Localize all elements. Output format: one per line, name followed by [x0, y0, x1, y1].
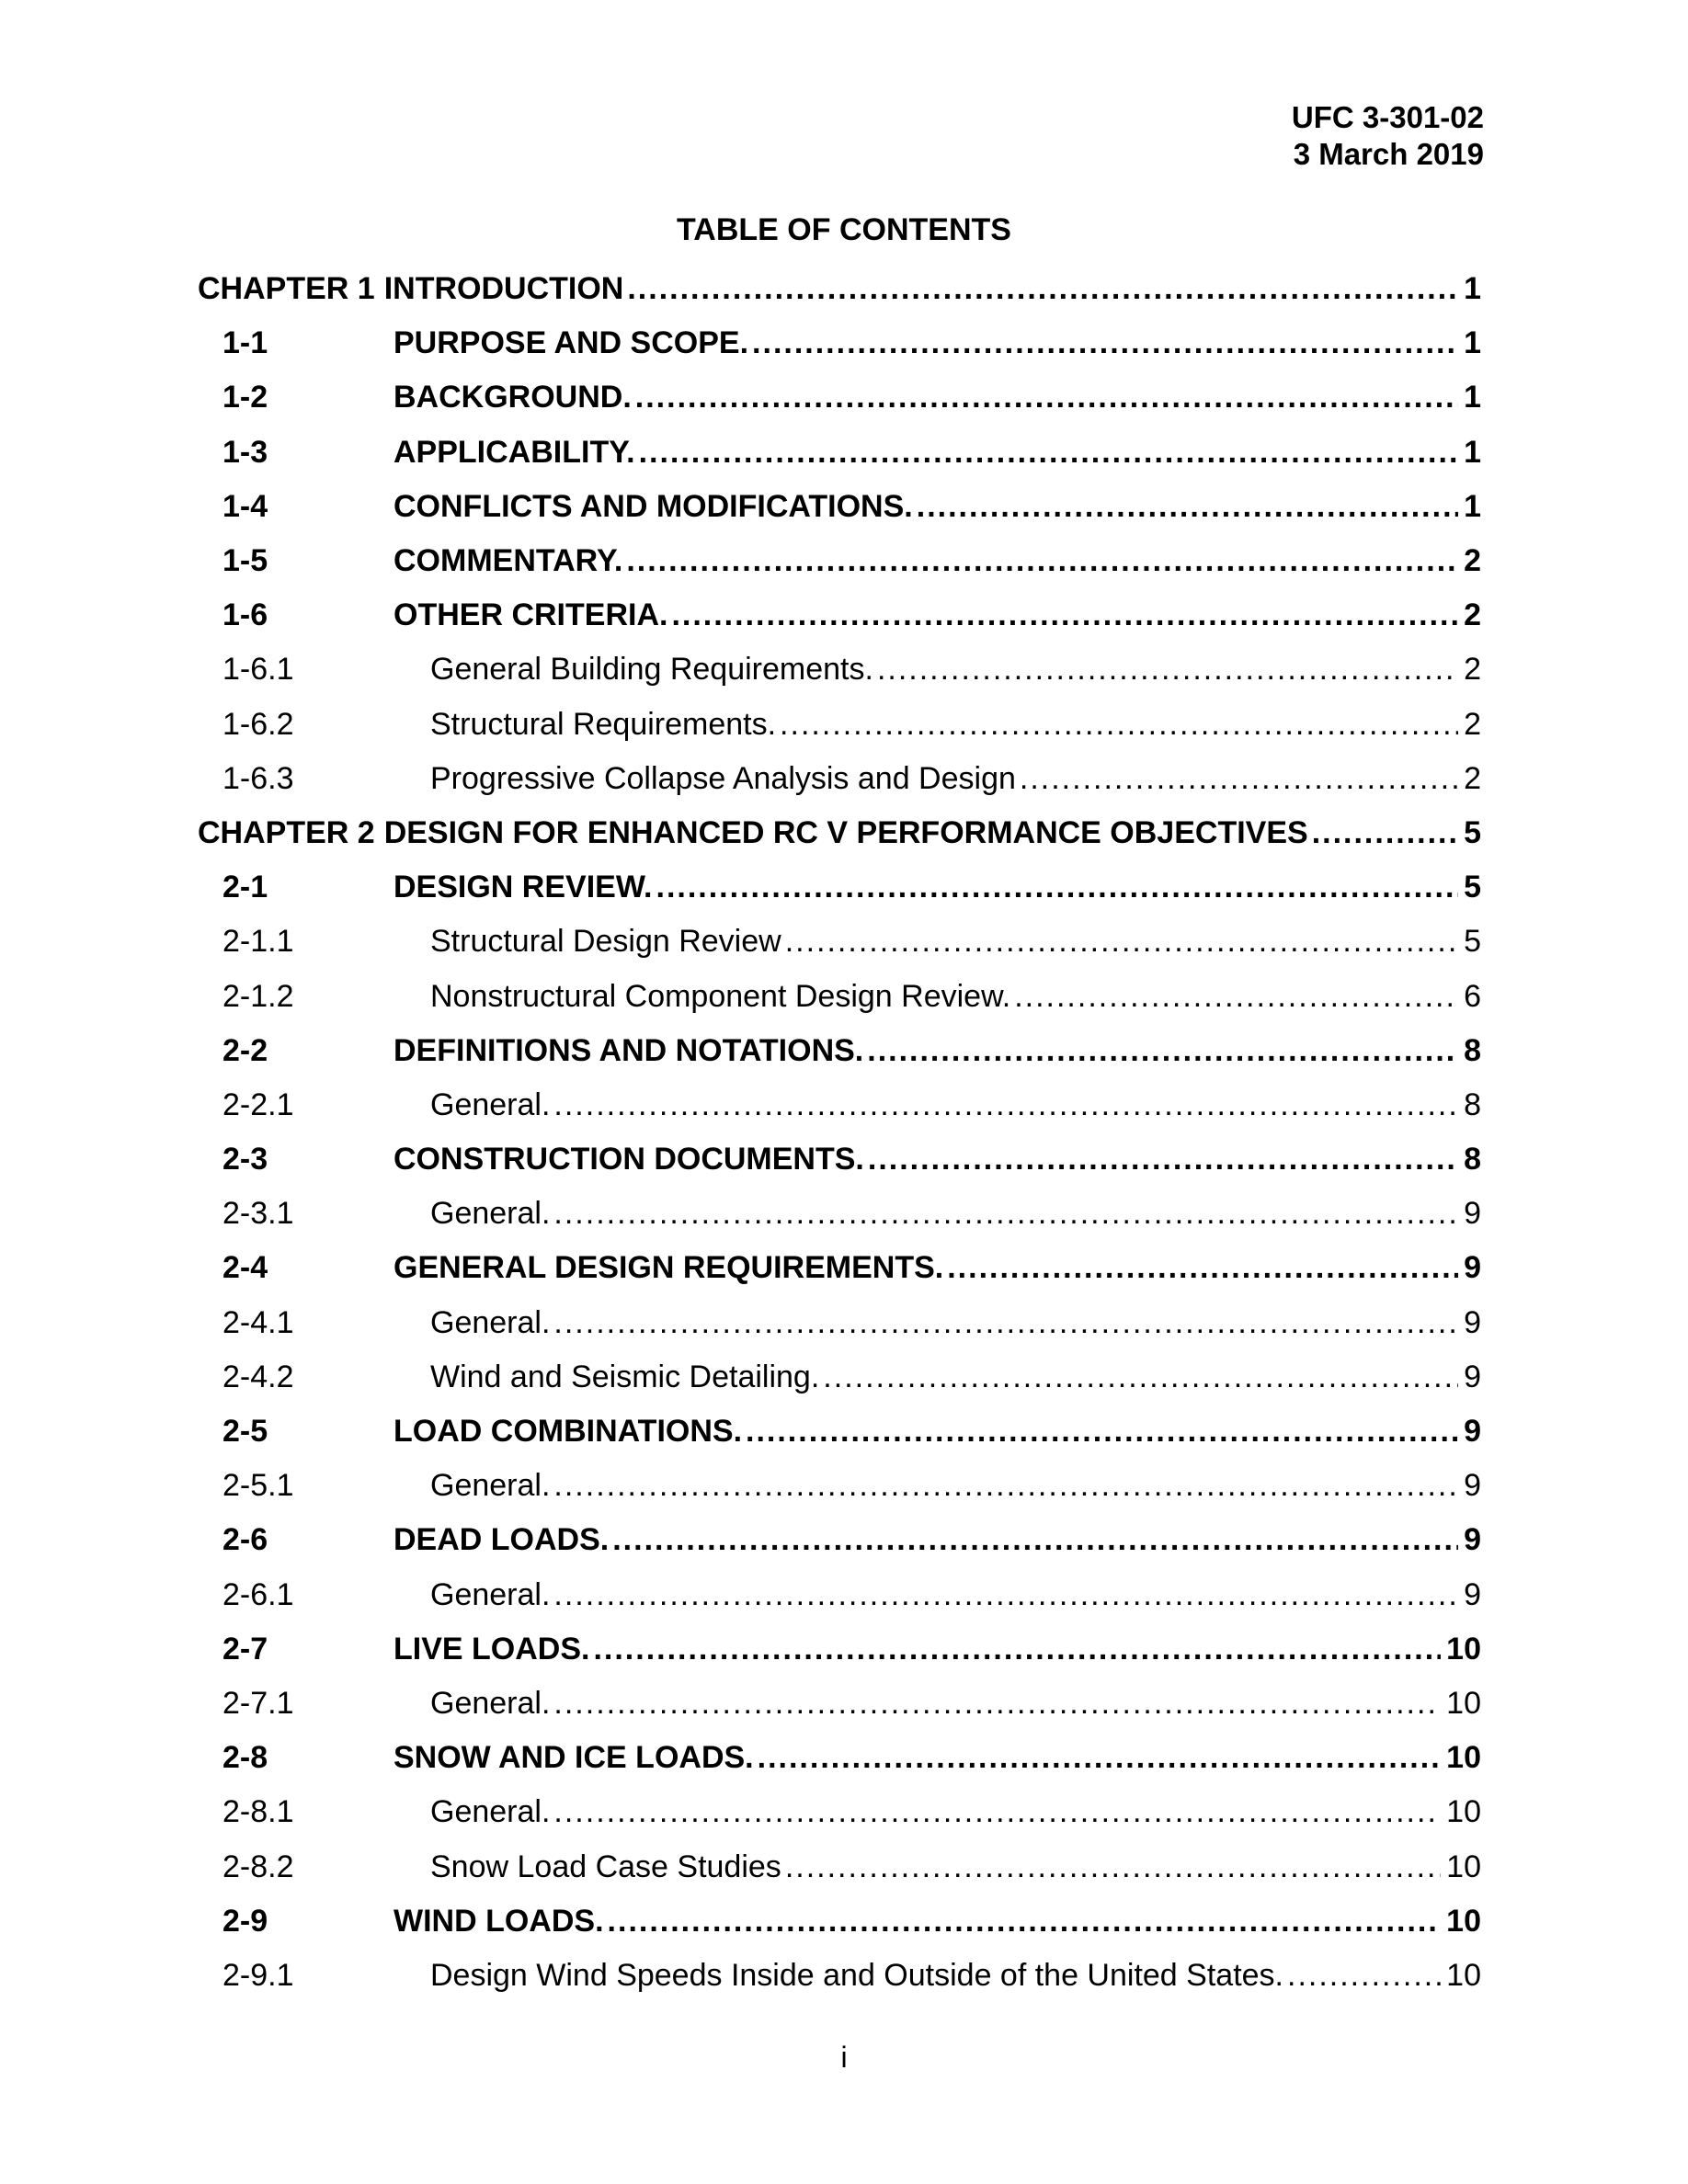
toc-entry-title: COMMENTARY.: [393, 543, 623, 579]
toc-entry-title: CONSTRUCTION DOCUMENTS.: [393, 1142, 864, 1177]
toc-entry-number: 2-4: [222, 1250, 268, 1286]
toc-entry-page: 6: [1464, 978, 1481, 1014]
dot-leader: [608, 1904, 1442, 1939]
toc-entry-subsection[interactable]: [198, 1677, 1481, 1731]
toc-entry-title: SNOW AND ICE LOADS.: [393, 1740, 754, 1776]
toc-entry-subsection[interactable]: [198, 752, 1481, 806]
dot-leader: [553, 1577, 1458, 1613]
toc-entry-subsection[interactable]: [198, 1785, 1481, 1839]
toc-entry-title: DESIGN FOR ENHANCED RC V PERFORMANCE OBJECTIVES: [383, 814, 1308, 850]
toc-entry-page: 8: [1464, 1086, 1481, 1122]
toc-entry-section[interactable]: [198, 1894, 1481, 1949]
toc-entry-title: General.: [430, 1086, 551, 1122]
toc-entry-title: LIVE LOADS.: [393, 1631, 590, 1666]
dot-leader: [593, 1632, 1441, 1667]
toc-entry-subsection[interactable]: [198, 1459, 1481, 1513]
toc-entry-page: 9: [1464, 1414, 1481, 1450]
toc-entry-number: CHAPTER 2: [198, 814, 375, 850]
dot-leader: [752, 325, 1458, 361]
toc-entry-section[interactable]: [198, 860, 1481, 915]
toc-entry-title: General Building Requirements.: [430, 652, 873, 688]
page-number: i: [840, 2041, 848, 2074]
toc-entry-page: 1: [1464, 271, 1481, 307]
toc-entry-page: 8: [1464, 1032, 1481, 1068]
toc-entry-number: 1-6.1: [222, 652, 294, 688]
toc-entry-page: 10: [1446, 1903, 1481, 1939]
toc-entry-subsection[interactable]: [198, 1350, 1481, 1405]
toc-entry-number: 2-1: [222, 870, 268, 905]
toc-entry-number: 1-6.3: [222, 760, 294, 796]
dot-leader: [877, 652, 1458, 688]
toc-entry-number: 2-9: [222, 1903, 268, 1939]
toc-entry-title: DEAD LOADS.: [393, 1522, 610, 1558]
toc-entry-number: 2-4.2: [222, 1359, 294, 1394]
toc-entry-title: APPLICABILITY.: [393, 434, 635, 470]
toc-entry-page: 2: [1464, 760, 1481, 796]
toc-entry-page: 5: [1464, 870, 1481, 905]
toc-entry-subsection[interactable]: [198, 915, 1481, 969]
toc-entry-title: WIND LOADS.: [393, 1903, 604, 1939]
toc-entry-title: INTRODUCTION: [383, 271, 624, 307]
toc-entry-title: DEFINITIONS AND NOTATIONS.: [393, 1032, 864, 1068]
toc-entry-title: GENERAL DESIGN REQUIREMENTS.: [393, 1250, 944, 1286]
dot-leader: [626, 543, 1458, 579]
dot-leader: [867, 1033, 1458, 1069]
toc-entry-title: Snow Load Case Studies: [430, 1848, 781, 1884]
toc-entry-number: 1-6: [222, 597, 268, 633]
toc-entry-title: Wind and Seismic Detailing.: [430, 1359, 820, 1394]
toc-entry-subsection[interactable]: [198, 1296, 1481, 1350]
toc-entry-page: 10: [1446, 1848, 1481, 1884]
toc-entry-page: 1: [1464, 380, 1481, 415]
toc-entry-number: 2-9.1: [222, 1957, 294, 1993]
toc-entry-section[interactable]: [198, 1024, 1481, 1078]
toc-entry-page: 2: [1464, 597, 1481, 633]
toc-entry-page: 2: [1464, 543, 1481, 579]
toc-entry-subsection[interactable]: [198, 1078, 1481, 1132]
toc-entry-number: 2-2.1: [222, 1086, 294, 1122]
dot-leader: [553, 1686, 1441, 1722]
toc-entry-page: 9: [1464, 1468, 1481, 1504]
toc-entry-title: General.: [430, 1794, 551, 1830]
toc-entry-number: 2-3.1: [222, 1196, 294, 1232]
toc-entry-page: 9: [1464, 1250, 1481, 1286]
dot-leader: [1014, 979, 1458, 1015]
toc-entry-title: BACKGROUND.: [393, 380, 632, 415]
dot-leader: [612, 1522, 1458, 1558]
dot-leader: [1020, 761, 1458, 797]
dot-leader: [917, 489, 1458, 525]
toc-entry-title: Progressive Collapse Analysis and Design: [430, 760, 1016, 796]
table-of-contents: [198, 262, 1481, 2003]
dot-leader: [746, 1414, 1458, 1450]
toc-entry-title: DESIGN REVIEW.: [393, 870, 653, 905]
toc-entry-page: 10: [1446, 1685, 1481, 1721]
dot-leader: [671, 597, 1458, 633]
dot-leader: [553, 1087, 1458, 1123]
toc-entry-subsection[interactable]: [198, 1949, 1481, 2003]
toc-entry-subsection[interactable]: [198, 698, 1481, 752]
toc-entry-subsection[interactable]: [198, 969, 1481, 1023]
dot-leader: [823, 1359, 1458, 1395]
toc-entry-page: 1: [1464, 325, 1481, 361]
dot-leader: [1312, 815, 1458, 851]
toc-entry-number: 2-8.2: [222, 1848, 294, 1884]
toc-entry-number: 2-5: [222, 1414, 268, 1450]
dot-leader: [947, 1250, 1458, 1286]
toc-entry-section[interactable]: [198, 1241, 1481, 1295]
toc-entry-section[interactable]: [198, 1731, 1481, 1785]
toc-entry-section[interactable]: [198, 316, 1481, 370]
toc-entry-title: General.: [430, 1468, 551, 1504]
toc-entry-section[interactable]: [198, 370, 1481, 425]
toc-entry-title: Nonstructural Component Design Review.: [430, 978, 1011, 1014]
toc-entry-page: 2: [1464, 706, 1481, 742]
dot-leader: [639, 435, 1459, 471]
toc-entry-section[interactable]: [198, 1405, 1481, 1459]
toc-entry-number: 2-3: [222, 1142, 268, 1177]
toc-entry-number: 1-6.2: [222, 706, 294, 742]
toc-entry-page: 5: [1464, 814, 1481, 850]
toc-entry-section[interactable]: [198, 426, 1481, 480]
toc-entry-number: 2-4.1: [222, 1304, 294, 1340]
toc-entry-number: 1-5: [222, 543, 268, 579]
toc-entry-number: 1-1: [222, 325, 268, 361]
toc-entry-title: General.: [430, 1685, 551, 1721]
dot-leader: [553, 1305, 1458, 1341]
toc-entry-page: 1: [1464, 434, 1481, 470]
toc-entry-number: 2-1.2: [222, 978, 294, 1014]
toc-entry-page: 9: [1464, 1576, 1481, 1612]
toc-entry-page: 9: [1464, 1359, 1481, 1394]
document-number: UFC 3-301-02: [1291, 100, 1484, 134]
toc-entry-section[interactable]: [198, 480, 1481, 534]
toc-entry-title: General.: [430, 1196, 551, 1232]
toc-entry-section[interactable]: [198, 1622, 1481, 1677]
toc-entry-number: 2-7.1: [222, 1685, 294, 1721]
toc-entry-page: 9: [1464, 1304, 1481, 1340]
toc-entry-chapter[interactable]: [198, 262, 1481, 316]
dot-leader: [553, 1794, 1441, 1830]
toc-entry-subsection[interactable]: [198, 1568, 1481, 1622]
toc-entry-title: OTHER CRITERIA.: [393, 597, 668, 633]
toc-entry-title: LOAD COMBINATIONS.: [393, 1414, 743, 1450]
document-header: [1292, 99, 1484, 173]
toc-entry-number: 2-6.1: [222, 1576, 294, 1612]
toc-entry-number: 1-3: [222, 434, 268, 470]
toc-entry-number: 2-7: [222, 1631, 268, 1666]
toc-entry-page: 8: [1464, 1142, 1481, 1177]
toc-entry-chapter[interactable]: [198, 806, 1481, 860]
toc-entry-page: 5: [1464, 924, 1481, 960]
dot-leader: [627, 271, 1458, 307]
dot-leader: [656, 870, 1459, 905]
toc-entry-title: CONFLICTS AND MODIFICATIONS.: [393, 488, 913, 524]
document-date: 3 March 2019: [1293, 137, 1484, 171]
toc-entry-section[interactable]: [198, 588, 1481, 643]
dot-leader: [868, 1142, 1458, 1177]
dot-leader: [635, 380, 1458, 415]
dot-leader: [785, 924, 1458, 960]
dot-leader: [785, 1849, 1441, 1885]
toc-entry-page: 9: [1464, 1196, 1481, 1232]
toc-entry-page: 10: [1446, 1740, 1481, 1776]
toc-entry-page: 1: [1464, 488, 1481, 524]
toc-entry-subsection[interactable]: [198, 1839, 1481, 1894]
dot-leader: [780, 707, 1458, 743]
toc-entry-title: General.: [430, 1304, 551, 1340]
dot-leader: [553, 1196, 1458, 1232]
toc-entry-section[interactable]: [198, 1513, 1481, 1567]
toc-entry-number: 1-4: [222, 488, 268, 524]
dot-leader: [553, 1468, 1458, 1504]
toc-entry-page: 2: [1464, 652, 1481, 688]
toc-entry-title: PURPOSE AND SCOPE.: [393, 325, 749, 361]
toc-entry-title: General.: [430, 1576, 551, 1612]
toc-entry-subsection[interactable]: [198, 643, 1481, 697]
toc-entry-page: 10: [1446, 1957, 1481, 1993]
dot-leader: [1287, 1958, 1441, 1994]
toc-title: TABLE OF CONTENTS: [677, 212, 1011, 247]
toc-entry-number: 2-8.1: [222, 1794, 294, 1830]
dot-leader: [758, 1740, 1442, 1776]
toc-entry-number: 2-5.1: [222, 1468, 294, 1504]
toc-entry-number: 1-2: [222, 380, 268, 415]
toc-entry-title: Structural Design Review: [430, 924, 781, 960]
toc-entry-number: 2-2: [222, 1032, 268, 1068]
toc-entry-number: 2-6: [222, 1522, 268, 1558]
toc-entry-section[interactable]: [198, 534, 1481, 588]
toc-entry-page: 10: [1446, 1631, 1481, 1666]
toc-entry-title: Design Wind Speeds Inside and Outside of the United States.: [430, 1957, 1283, 1993]
toc-entry-page: 9: [1464, 1522, 1481, 1558]
toc-entry-number: CHAPTER 1: [198, 271, 375, 307]
toc-entry-section[interactable]: [198, 1132, 1481, 1187]
toc-entry-title: Structural Requirements.: [430, 706, 777, 742]
toc-entry-number: 2-8: [222, 1740, 268, 1776]
toc-entry-number: 2-1.1: [222, 924, 294, 960]
toc-entry-page: 10: [1446, 1794, 1481, 1830]
toc-entry-subsection[interactable]: [198, 1187, 1481, 1241]
